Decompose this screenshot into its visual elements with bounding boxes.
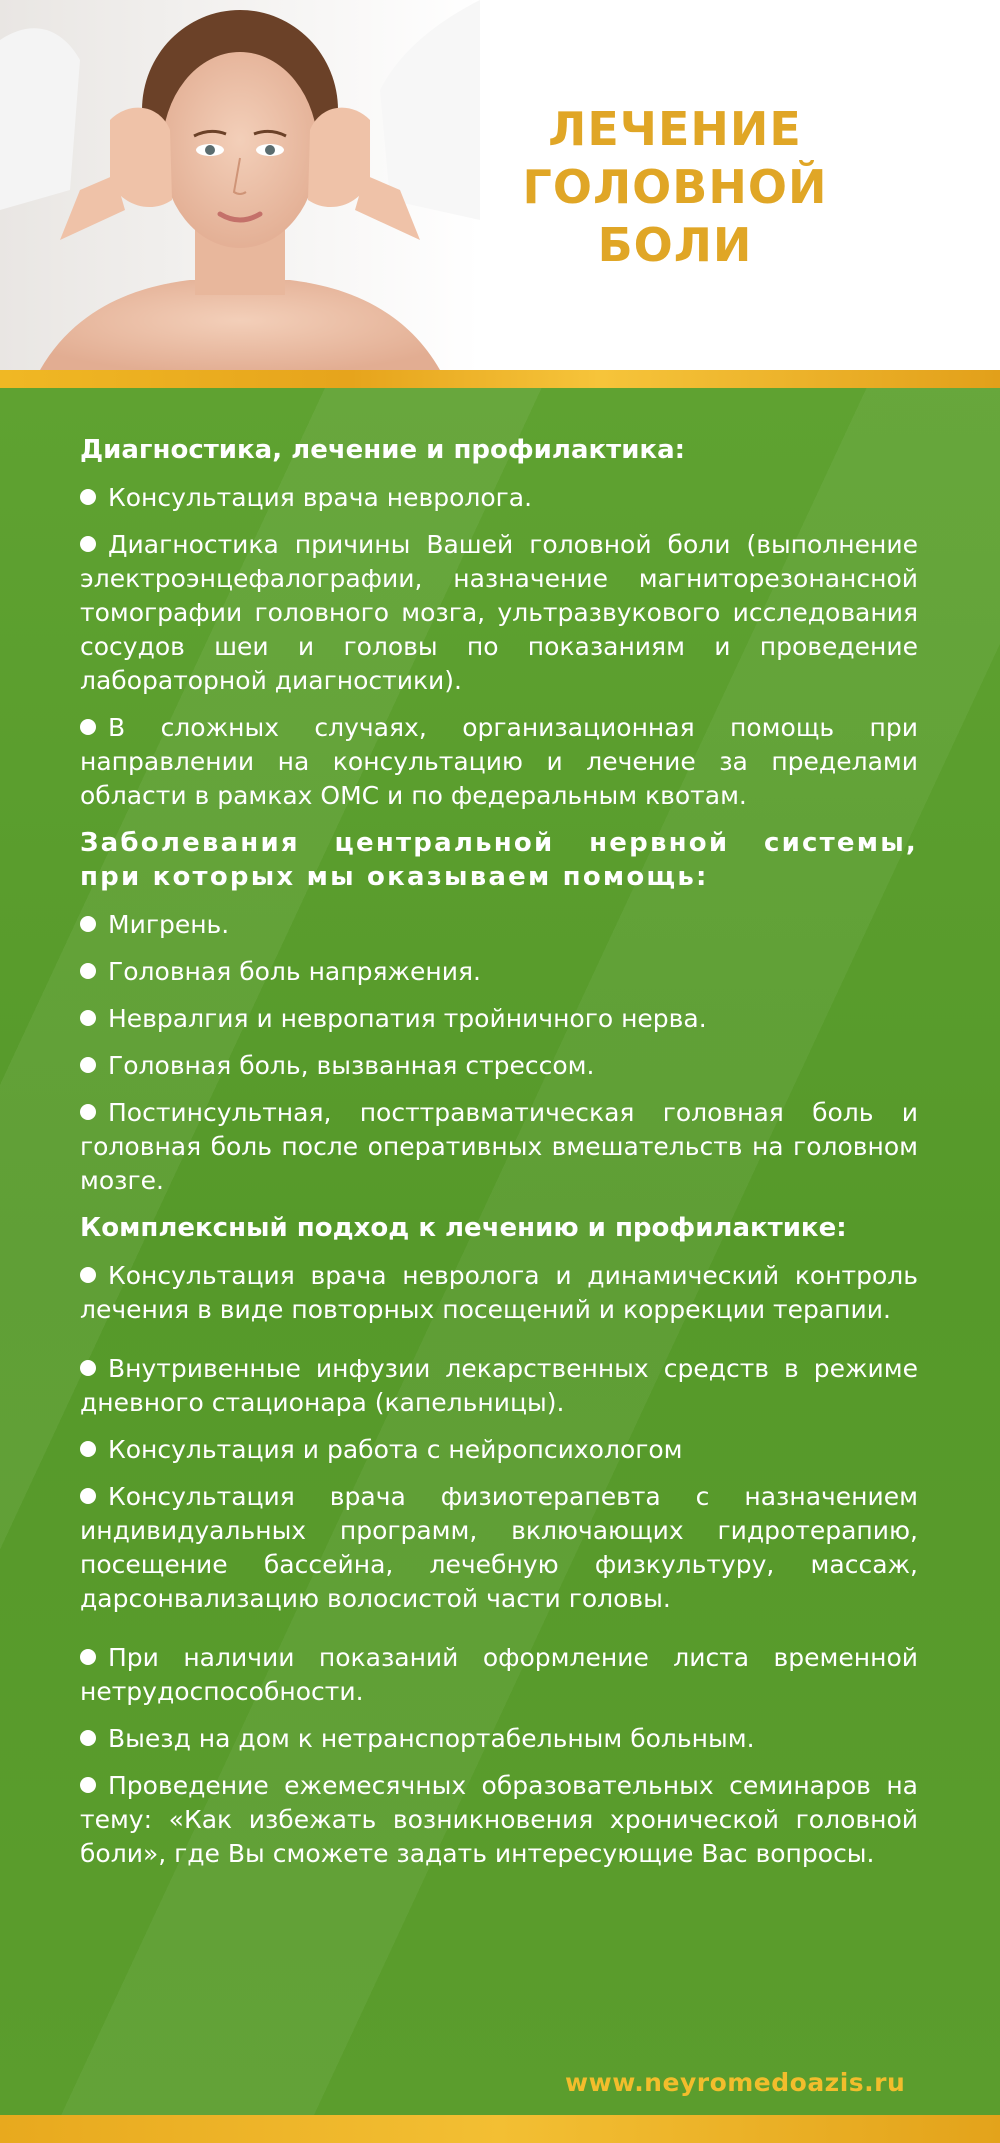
content-panel [0,388,1000,2115]
bullet-icon [80,1267,96,1283]
bullet-icon [80,1777,96,1793]
list-item [80,908,918,942]
list-item-text: При наличии показаний оформление листа временной нетрудоспособности. [80,1643,918,1706]
list-item [80,1352,918,1420]
list-item [80,1769,918,1871]
page-title [470,100,880,274]
list-item-text: Мигрень. [108,910,230,939]
bullet-icon [80,1441,96,1457]
bullet-icon [80,916,96,932]
list-item [80,711,918,813]
bullet-icon [80,1488,96,1504]
website-link[interactable]: www.neyromedoazis.ru [565,2068,906,2097]
bullet-icon [80,963,96,979]
title-line-2: ГОЛОВНОЙ [522,160,828,214]
bullet-icon [80,1730,96,1746]
bullet-icon [80,1104,96,1120]
list-item [80,1259,918,1327]
list-item [80,1049,918,1083]
woman-head-massage-photo [0,0,480,370]
bullet-icon [80,536,96,552]
bullet-icon [80,1649,96,1665]
list-item-text: Невралгия и невропатия тройничного нерва. [108,1004,707,1033]
list-item-text: Консультация и работа с нейропсихологом [108,1435,683,1464]
list-item [80,1433,918,1467]
bullet-icon [80,1010,96,1026]
list-item-text: Выезд на дом к нетранспортабельным больным. [108,1724,755,1753]
list-item-text: Консультация врача физиотерапевта с назначением индивидуальных программ, включающих гидротерапию, посещение бассейна, лечебную физкультуру, массаж, дарсонвализацию волосистой части головы. [80,1482,918,1613]
title-line-3: БОЛИ [597,218,753,272]
list-item [80,481,918,515]
list-item-text: Внутривенные инфузии лекарственных средств в режиме дневного стационара (капельницы). [80,1354,918,1417]
list-item [80,1480,918,1616]
section-heading-diagnostics: Диагностика, лечение и профилактика: [80,435,686,465]
list-item-text: Консультация врача невролога. [108,483,533,512]
gold-divider-bottom [0,2115,1000,2143]
list-item-text: В сложных случаях, организационная помощь при направлении на консультацию и лечение за пределами области в рамках ОМС и по федеральным квотам. [80,713,918,810]
list-item [80,528,918,698]
list-item-text: Головная боль напряжения. [108,957,481,986]
bullet-icon [80,719,96,735]
list-item-text: Головная боль, вызванная стрессом. [108,1051,595,1080]
gold-divider-top [0,370,1000,388]
list-item [80,1641,918,1709]
bullet-icon [80,1360,96,1376]
list-item [80,955,918,989]
bullet-icon [80,1057,96,1073]
list-item [80,1722,918,1756]
list-item-text: Диагностика причины Вашей головной боли (выполнение электроэнцефалографии, назначение магниторезонансной томографии головного мозга, ультразвукового исследования сосудов шеи и головы по показаниям и проведение лабораторной диагностики). [80,530,918,695]
list-item-text: Постинсультная, посттравматическая головная боль и головная боль после оперативных вмешательств на головном мозге. [80,1098,918,1195]
list-item [80,1002,918,1036]
header [0,0,1000,370]
list-item-text: Консультация врача невролога и динамический контроль лечения в виде повторных посещений и коррекции терапии. [80,1261,918,1324]
section-heading-approach: Комплексный подход к лечению и профилактике: [80,1213,847,1243]
list-item-text: Проведение ежемесячных образовательных семинаров на тему: «Как избежать возникновения хронической головной боли», где Вы сможете задать интересующие Вас вопросы. [80,1771,918,1868]
bullet-icon [80,489,96,505]
section-heading-diseases: Заболевания центральной нервной системы, при которых мы оказываем помощь: [80,828,918,892]
content-body [80,433,918,1884]
title-line-1: ЛЕЧЕНИЕ [548,102,802,156]
list-item [80,1096,918,1198]
